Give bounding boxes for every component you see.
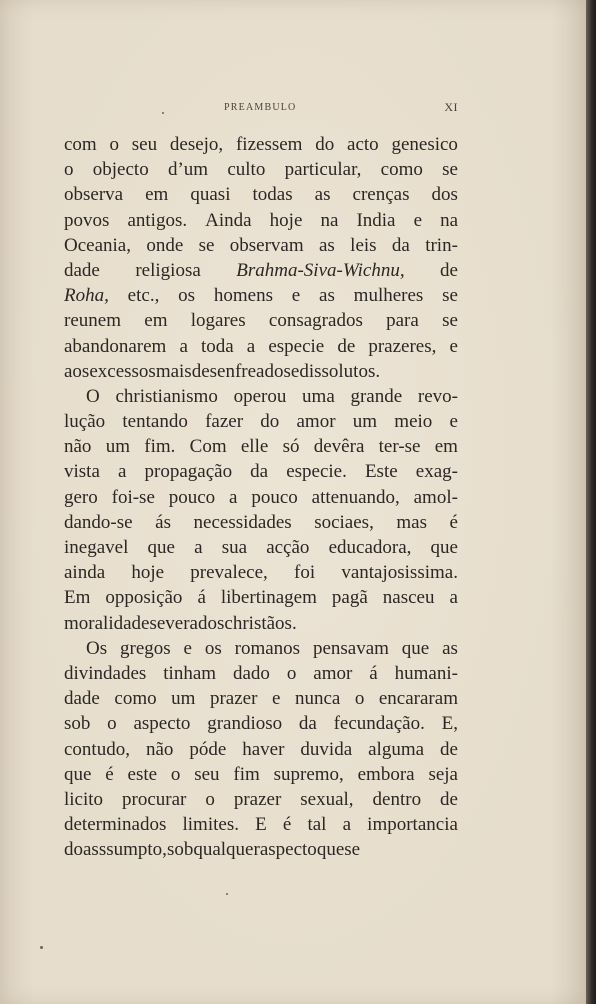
text-line: moralidade severa dos christãos. (64, 612, 297, 634)
text-line: o objecto d’um culto particular, como se (64, 159, 458, 181)
text-line: sob o aspecto grandioso da fecundação. E, (64, 713, 458, 735)
text-line: não um fim. Com elle só devêra ter-se em (64, 436, 458, 458)
paragraph (64, 636, 458, 863)
paper-speck (226, 893, 228, 895)
text-line: O christianismo operou uma grande revo- (86, 385, 458, 407)
text-line: licito procurar o prazer sexual, dentro de (64, 788, 458, 810)
body-text (64, 132, 458, 862)
running-head-title: PREAMBULO (224, 102, 297, 113)
text-line: vista a propagação da especie. Este exag- (64, 461, 458, 483)
paper-speck (162, 112, 164, 114)
text-line: observa em quasi todas as crenças dos (64, 184, 458, 206)
text-line: Em opposição á libertinagem pagã nasceu a (64, 587, 458, 609)
text-line: reunem em logares consagrados para se (64, 310, 458, 332)
text-line: gero foi-se pouco a pouco attenuando, amol- (64, 486, 458, 508)
running-head (64, 100, 458, 120)
text-line: povos antigos. Ainda hoje na India e na (64, 209, 458, 231)
paragraph (64, 132, 458, 384)
text-line: abandonarem a toda a especie de prazeres, e (64, 335, 458, 357)
text-line: inegavel que a sua acção educadora, que (64, 537, 458, 558)
text-line: com o seu desejo, fizessem do acto genesico (64, 134, 458, 155)
text-line: Os gregos e os romanos pensavam que as (86, 637, 458, 659)
text-line: que é este o seu fim supremo, embora seja (64, 763, 458, 785)
text-line: ainda hoje prevalece, foi vantajosissima. (64, 562, 458, 584)
text-line: dade religiosa Brahma-Siva-Wichnu, de (64, 259, 458, 281)
page-number: XI (444, 100, 458, 114)
paragraph (64, 384, 458, 636)
text-line: Oceania, onde se observam as leis da trin- (64, 234, 458, 256)
text-line: lução tentando fazer do amor um meio e (64, 411, 458, 433)
text-line: dade como um prazer e nunca o encararam (64, 688, 458, 710)
text-line: contudo, não póde haver duvida alguma de (64, 738, 458, 760)
text-line: dando-se ás necessidades sociaes, mas é (64, 511, 458, 533)
text-line: aos excessos mais desenfreados e dissolutos. (64, 360, 381, 382)
text-line: Roha, etc., os homens e as mulheres se (64, 285, 458, 307)
paper-speck (40, 946, 43, 949)
text-line: determinados limites. E é tal a importancia (64, 814, 458, 836)
text-line: divindades tinham dado o amor á humani- (64, 662, 458, 684)
text-line: do asssumpto, sob qualquer aspecto que se (64, 839, 361, 861)
page-edge-shadow (586, 0, 596, 1004)
